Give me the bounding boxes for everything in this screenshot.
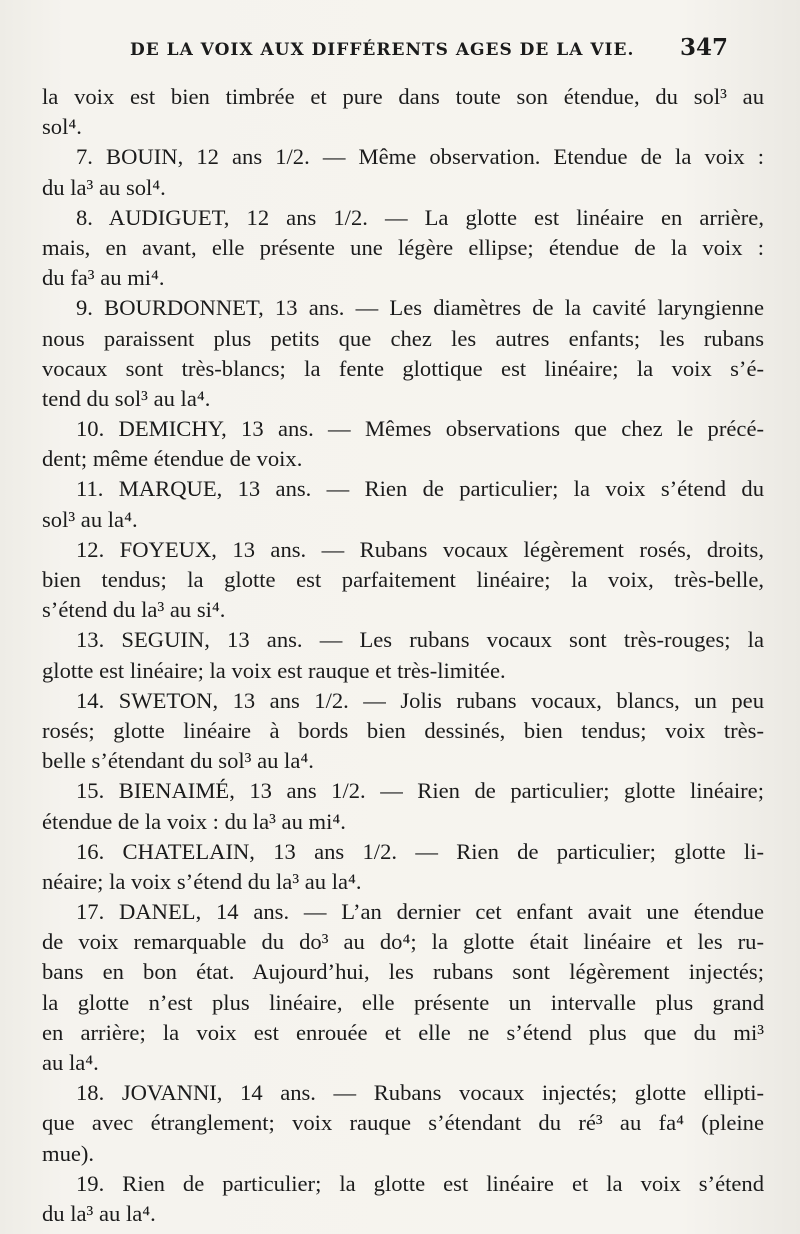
entry-18: 18. JOVANNI, 14 ans. — Rubans vocaux injectés; glotte ellipti- xyxy=(76,1080,764,1106)
page-number: 347 xyxy=(680,34,729,61)
text-line: belle s’étendant du sol³ au la⁴. xyxy=(42,748,314,774)
page-header xyxy=(0,34,800,64)
text-line: du la³ au la⁴. xyxy=(42,1200,156,1226)
entry-9: 9. BOURDONNET, 13 ans. — Les diamètres de la cavité laryngienne xyxy=(76,295,764,321)
text-line: que avec étranglement; voix rauque s’étendant du ré³ au fa⁴ (pleine xyxy=(42,1110,764,1136)
text-line: rosés; glotte linéaire à bords bien dessinés, bien tendus; voix très- xyxy=(42,717,764,743)
text-line: néaire; la voix s’étend du la³ au la⁴. xyxy=(42,868,362,894)
text-line: bien tendus; la glotte est parfaitement linéaire; la voix, très-belle, xyxy=(42,567,764,592)
text-line: s’étend du la³ au si⁴. xyxy=(42,597,226,623)
entry-19: 19. Rien de particulier; la glotte est linéaire et la voix s’étend xyxy=(76,1170,764,1196)
running-title: DE LA VOIX AUX DIFFÉRENTS AGES DE LA VIE. xyxy=(130,40,635,60)
text-line: la glotte n’est plus linéaire, elle présente un intervalle plus grand xyxy=(42,989,764,1015)
entry-8: 8. AUDIGUET, 12 ans 1/2. — La glotte est linéaire en arrière, xyxy=(76,204,764,230)
text-line: bans en bon état. Aujourd’hui, les rubans sont légèrement injectés; xyxy=(42,959,764,985)
entry-15: 15. BIENAIMÉ, 13 ans 1/2. — Rien de particulier; glotte linéaire; xyxy=(76,778,764,804)
entry-13: 13. SEGUIN, 13 ans. — Les rubans vocaux sont très-rouges; la xyxy=(76,627,764,653)
text-line: du fa³ au mi⁴. xyxy=(42,265,165,291)
body-text xyxy=(42,82,764,1229)
entry-17: 17. DANEL, 14 ans. — L’an dernier cet enfant avait une étendue xyxy=(76,899,764,925)
text-line: nous paraissent plus petits que chez les autres enfants; les rubans xyxy=(42,325,764,351)
text-line: sol⁴. xyxy=(42,114,82,140)
entry-12: 12. FOYEUX, 13 ans. — Rubans vocaux légèrement rosés, droits, xyxy=(76,536,764,562)
entry-7: 7. BOUIN, 12 ans 1/2. — Même observation. Etendue de la voix : xyxy=(76,144,764,170)
text-line: la voix est bien timbrée et pure dans toute son étendue, du sol³ au xyxy=(42,84,764,109)
text-line: tend du sol³ au la⁴. xyxy=(42,385,211,411)
text-line: en arrière; la voix est enrouée et elle ne s’étend plus que du mi³ xyxy=(42,1019,764,1045)
text-line: dent; même étendue de voix. xyxy=(42,446,303,472)
text-line: mue). xyxy=(42,1140,95,1166)
text-line: glotte est linéaire; la voix est rauque et très-limitée. xyxy=(42,657,506,683)
entry-10: 10. DEMICHY, 13 ans. — Mêmes observations que chez le précé- xyxy=(76,416,764,442)
entry-16: 16. CHATELAIN, 13 ans 1/2. — Rien de particulier; glotte li- xyxy=(76,838,764,864)
entry-14: 14. SWETON, 13 ans 1/2. — Jolis rubans vocaux, blancs, un peu xyxy=(76,687,764,713)
text-line: mais, en avant, elle présente une légère ellipse; étendue de la voix : xyxy=(42,234,764,260)
text-line: de voix remarquable du do³ au do⁴; la glotte était linéaire et les ru- xyxy=(42,929,764,955)
entry-11: 11. MARQUE, 13 ans. — Rien de particulier; la voix s’étend du xyxy=(76,476,764,502)
text-line: vocaux sont très-blancs; la fente glottique est linéaire; la voix s’é- xyxy=(42,355,764,381)
text-line: étendue de la voix : du la³ au mi⁴. xyxy=(42,808,346,834)
text-line: sol³ au la⁴. xyxy=(42,506,138,532)
text-line: au la⁴. xyxy=(42,1050,99,1075)
text-line: du la³ au sol⁴. xyxy=(42,174,166,200)
